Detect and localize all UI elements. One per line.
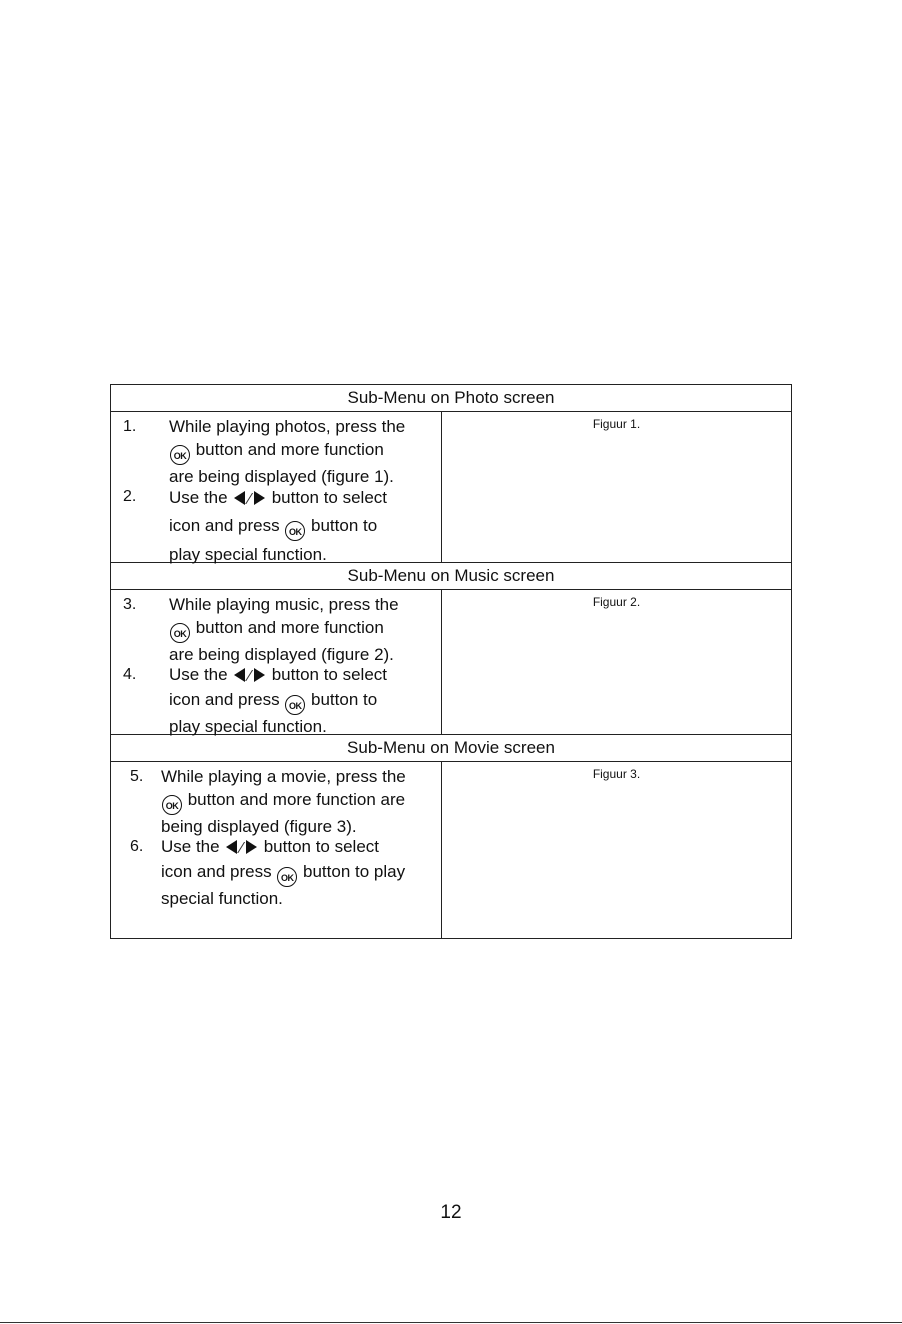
- steps-music: [111, 590, 441, 734]
- step-line: [161, 860, 433, 887]
- step-line: [169, 715, 433, 738]
- left-arrow-icon: [234, 491, 245, 505]
- step-line: [169, 593, 433, 616]
- step-line-text: icon and press: [161, 862, 277, 881]
- step-line-text: button to select: [258, 837, 380, 856]
- step-number: 2.: [123, 488, 137, 505]
- page-number: 12: [440, 1202, 462, 1223]
- step-line: [161, 887, 433, 910]
- slash-separator: ∕: [248, 668, 251, 685]
- step-line-text: While playing a movie, press the: [161, 767, 406, 786]
- step-line-text: icon and press: [169, 690, 285, 709]
- right-arrow-icon: [254, 668, 265, 682]
- right-arrow-icon: [246, 840, 257, 854]
- step-text: [169, 593, 433, 666]
- figure-cell-movie: [442, 762, 792, 939]
- left-right-arrow-icon: [234, 665, 265, 688]
- step-line-text: icon and press: [169, 516, 285, 535]
- ok-button-icon: OK: [277, 867, 297, 887]
- step-line-text: While playing photos, press the: [169, 417, 406, 436]
- ok-button-icon: OK: [162, 795, 182, 815]
- section-header-music: Sub-Menu on Music screen: [111, 563, 792, 590]
- step-line: [169, 663, 433, 688]
- left-right-arrow-icon: [226, 837, 257, 860]
- step-line-text: Use the: [169, 488, 233, 507]
- step-line: [161, 788, 433, 815]
- figure-label-3: Figuur 3.: [592, 767, 641, 781]
- step-line-text: While playing music, press the: [169, 595, 399, 614]
- slash-separator: ∕: [248, 491, 251, 508]
- step-line-text: are being displayed (figure 1).: [169, 467, 394, 486]
- figure-label-1: Figuur 1.: [592, 417, 641, 431]
- step-number: 1.: [123, 418, 137, 435]
- figure-label-2: Figuur 2.: [592, 595, 641, 609]
- right-arrow-icon: [254, 491, 265, 505]
- step-number: 6.: [130, 838, 144, 855]
- left-arrow-icon: [226, 840, 237, 854]
- step-line: [169, 541, 433, 568]
- slash-separator: ∕: [240, 840, 243, 857]
- section-header-movie: Sub-Menu on Movie screen: [111, 735, 792, 762]
- section-header-photo: Sub-Menu on Photo screen: [111, 385, 792, 412]
- step-text: [169, 485, 433, 568]
- step-line-text: button to select: [266, 665, 388, 684]
- submenu-table: [110, 384, 792, 939]
- step-text: [169, 663, 433, 738]
- step-line-text: Use the: [161, 837, 225, 856]
- step-line: [161, 835, 433, 860]
- step-line: [169, 688, 433, 715]
- steps-cell-movie: [111, 762, 442, 939]
- step-text: [161, 835, 433, 910]
- step-text: [169, 415, 433, 488]
- step-line-text: button and more function: [191, 618, 384, 637]
- step-line-text: being displayed (figure 3).: [161, 817, 357, 836]
- step-line: [169, 485, 433, 512]
- figure-cell-music: [442, 590, 792, 735]
- steps-movie: [111, 762, 441, 938]
- step-text: [161, 765, 433, 838]
- left-arrow-icon: [234, 668, 245, 682]
- ok-button-icon: OK: [285, 521, 305, 541]
- step-line: [169, 512, 433, 541]
- step-line-text: are being displayed (figure 2).: [169, 645, 394, 664]
- step-line-text: play special function.: [169, 545, 327, 564]
- ok-button-icon: OK: [170, 445, 190, 465]
- step-line: [169, 616, 433, 643]
- step-line-text: Use the: [169, 665, 233, 684]
- ok-button-icon: OK: [285, 695, 305, 715]
- step-line-text: play special function.: [169, 717, 327, 736]
- steps-cell-music: [111, 590, 442, 735]
- step-line: [169, 438, 433, 465]
- step-line-text: special function.: [161, 889, 283, 908]
- step-line-text: button and more function: [191, 440, 384, 459]
- ok-button-icon: OK: [170, 623, 190, 643]
- steps-photo: [111, 412, 441, 562]
- step-line: [161, 765, 433, 788]
- step-line-text: button to play: [298, 862, 406, 881]
- step-line-text: button and more function are: [183, 790, 406, 809]
- left-right-arrow-icon: [234, 487, 265, 512]
- step-number: 3.: [123, 596, 137, 613]
- step-line-text: button to select: [266, 488, 388, 507]
- step-number: 4.: [123, 666, 137, 683]
- step-line-text: button to: [306, 690, 378, 709]
- step-line: [169, 415, 433, 438]
- step-number: 5.: [130, 768, 144, 785]
- bottom-rule: [0, 1322, 902, 1323]
- steps-cell-photo: [111, 412, 442, 563]
- figure-cell-photo: [442, 412, 792, 563]
- step-line-text: button to: [306, 516, 378, 535]
